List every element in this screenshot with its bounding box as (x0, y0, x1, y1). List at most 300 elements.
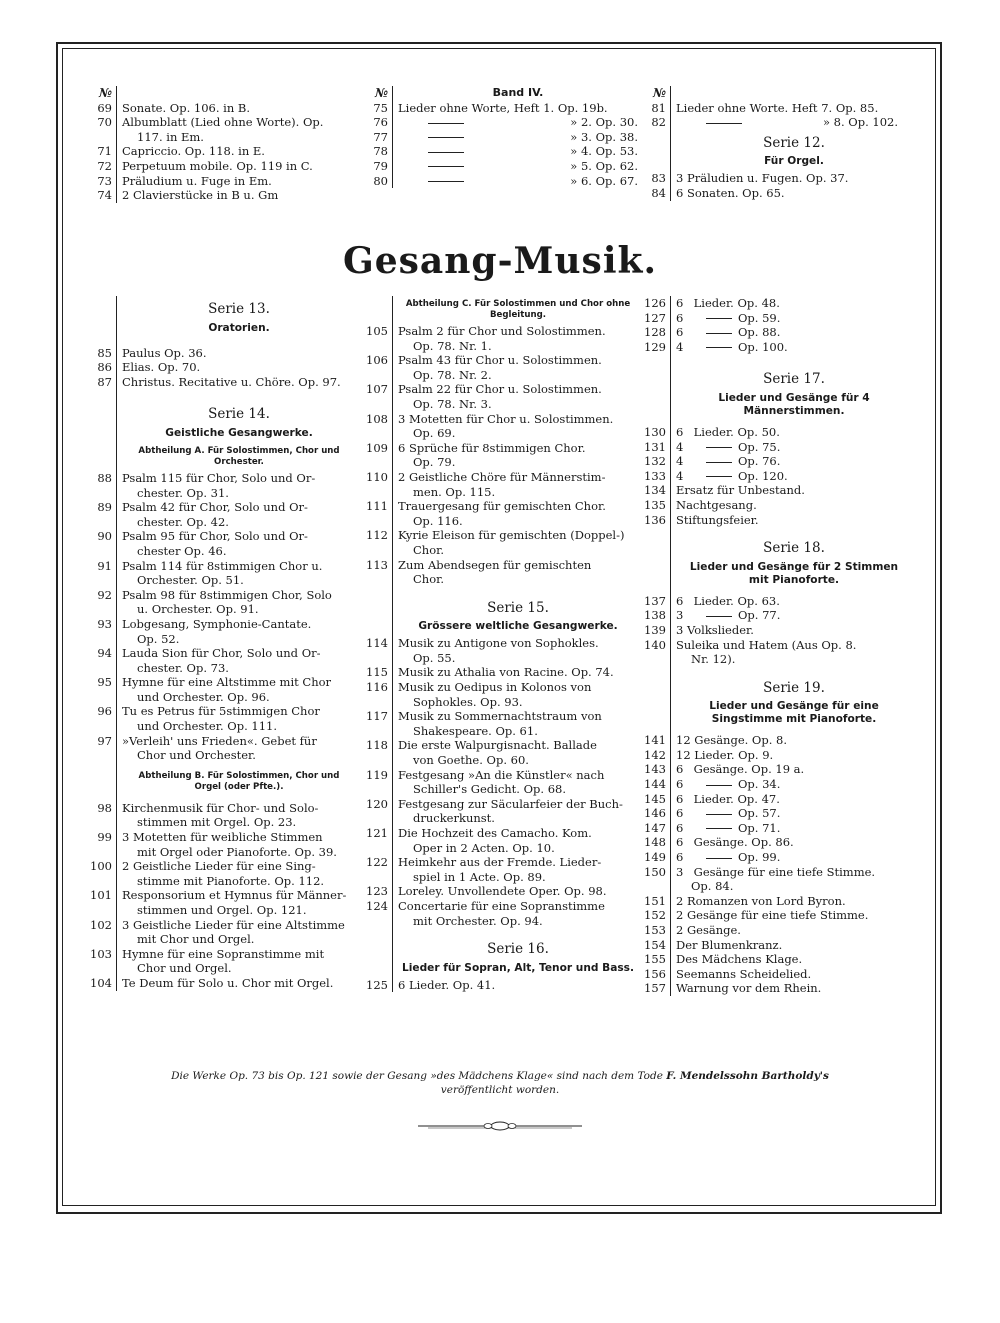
work-title: Te Deum für Solo u. Chor mit Orgel. (122, 975, 334, 990)
work-title: Stiftungsfeier. (676, 512, 759, 527)
work-title: Responsorium et Hymnus für Männer- (122, 888, 347, 903)
serie-19-title: Serie 19. (763, 679, 825, 696)
work-number (82, 748, 117, 763)
song-count: 6 (676, 806, 684, 821)
list-item (82, 515, 356, 530)
work-number: 128 (636, 325, 671, 340)
song-count: 6 (676, 310, 684, 325)
work-title: Concertarie für eine Sopranstimme (398, 898, 605, 913)
list-item (636, 967, 912, 982)
work-number: 135 (636, 498, 671, 513)
song-count: 12 (676, 747, 691, 762)
song-count: 6 (676, 777, 684, 792)
list-item (358, 115, 638, 130)
work-title: Psalm 42 für Chor, Solo und Or- (122, 500, 308, 515)
work-number: 77 (358, 130, 393, 145)
list-item (358, 353, 638, 368)
work-number: 98 (82, 801, 117, 816)
work-title: Seemanns Scheidelied. (676, 966, 812, 981)
work-title: Perpetuum mobile. Op. 119 in C. (122, 158, 313, 173)
list-item (358, 797, 638, 812)
work-title-text: Op. 76. (738, 454, 781, 469)
list-item (636, 777, 912, 792)
work-number: 105 (358, 324, 393, 339)
work-number: 81 (636, 101, 671, 116)
work-number (358, 724, 393, 739)
work-title: stimmen mit Orgel. Op. 23. (137, 815, 297, 830)
work-title: Op. 55. (413, 650, 456, 665)
work-number (82, 845, 117, 860)
list-item (358, 665, 638, 680)
list-item (358, 811, 638, 826)
work-title (671, 777, 912, 792)
work-number: 70 (82, 115, 117, 130)
composer-name: F. Mendelssohn Bartholdy's (666, 1070, 829, 1082)
list-item (358, 397, 638, 412)
work-number: 146 (636, 806, 671, 821)
list-item (636, 311, 912, 326)
work-number (82, 602, 117, 617)
work-number: 114 (358, 636, 393, 651)
list-item (636, 498, 912, 513)
list-item (82, 573, 356, 588)
list-item (358, 426, 638, 441)
work-number: 157 (636, 981, 671, 996)
work-title-text: Lieder. Op. 48. (690, 296, 780, 310)
work-title: 2 Geistliche Chöre für Männerstim- (398, 469, 606, 484)
work-number: 144 (636, 777, 671, 792)
list-item (358, 514, 638, 529)
work-number: 149 (636, 850, 671, 865)
work-number: 116 (358, 680, 393, 695)
work-title: Chor. (413, 542, 445, 557)
work-number: 126 (636, 296, 671, 311)
list-item (636, 879, 912, 894)
work-number: 103 (82, 947, 117, 962)
work-number (82, 486, 117, 501)
list-item (636, 325, 912, 340)
ditto-dash (706, 123, 742, 124)
song-count: 6 (676, 835, 684, 850)
work-number: 88 (82, 471, 117, 486)
song-count: 6 (676, 296, 684, 310)
work-number: 111 (358, 499, 393, 514)
ditto-dash (706, 616, 732, 617)
work-number (358, 426, 393, 441)
work-title: Albumblatt (Lied ohne Worte). Op. (122, 115, 324, 130)
work-title (393, 130, 638, 145)
work-title: Op. 79. (413, 455, 456, 470)
list-item (82, 602, 356, 617)
song-count: 3 (676, 608, 684, 623)
list-item (358, 680, 638, 695)
work-title: 2 Gesänge für eine tiefe Stimme. (676, 908, 869, 923)
work-title: 117. in Em. (137, 129, 204, 144)
list-item (636, 483, 912, 498)
song-count: 4 (676, 439, 684, 454)
work-number: 120 (358, 797, 393, 812)
list-item (358, 855, 638, 870)
work-number: 133 (636, 469, 671, 484)
work-title: Hymne für eine Sopranstimme mit (122, 946, 325, 961)
top-column-2 (358, 86, 638, 188)
list-item (636, 171, 912, 186)
list-item (636, 454, 912, 469)
work-title: Op. 78. Nr. 1. (413, 338, 492, 353)
list-item (636, 938, 912, 953)
work-number: 136 (636, 513, 671, 528)
song-count: 6 (676, 850, 684, 865)
work-title: 2 Geistliche Lieder für eine Sing- (122, 859, 316, 874)
work-title (671, 340, 912, 355)
work-title-text: Gesänge für eine tiefe Stimme. (690, 864, 876, 879)
list-item (82, 748, 356, 763)
work-title: 3 Motetten für weibliche Stimmen (122, 830, 323, 845)
list-item (636, 469, 912, 484)
ditto-dash (706, 476, 732, 477)
ditto-dash (706, 447, 732, 448)
list-item (358, 841, 638, 856)
work-title: Lobgesang, Symphonie-Cantate. (122, 616, 312, 631)
list-item (636, 908, 912, 923)
work-number: 150 (636, 865, 671, 880)
middle-column (358, 296, 638, 992)
work-title (671, 792, 912, 807)
work-title: Festgesang »An die Künstler« nach (398, 767, 605, 782)
work-title: und Orchester. Op. 96. (137, 689, 270, 704)
work-title: Op. 52. (137, 631, 180, 646)
serie-18-heading: Lieder und Gesänge für 2 Stimmen mit Pianoforte. (689, 560, 899, 586)
work-title: Paulus Op. 36. (122, 345, 207, 360)
work-title: 2 Clavierstücke in B u. Gm (122, 188, 279, 203)
work-number (82, 515, 117, 530)
work-number: 108 (358, 412, 393, 427)
work-number: 78 (358, 144, 393, 159)
work-title-text: Op. 88. (738, 325, 781, 340)
list-item (82, 559, 356, 574)
list-item (358, 470, 638, 485)
list-item (358, 636, 638, 651)
work-number: 100 (82, 859, 117, 874)
list-item (82, 346, 356, 361)
list-item (82, 976, 356, 991)
work-number: 118 (358, 738, 393, 753)
work-title (671, 325, 912, 340)
song-count: 6 (676, 325, 684, 340)
song-count: 6 (676, 820, 684, 835)
list-item (636, 981, 912, 996)
list-item (82, 646, 356, 661)
serie-19-heading: Lieder und Gesänge für eine Singstimme mit Pianoforte. (709, 700, 879, 726)
list-item (82, 815, 356, 830)
ditto-dash (706, 333, 732, 334)
list-item (82, 471, 356, 486)
list-item (358, 130, 638, 145)
work-title: Heimkehr aus der Fremde. Lieder- (398, 855, 602, 870)
list-item (636, 638, 912, 653)
work-title: mit Chor und Orgel. (137, 932, 255, 947)
work-number: 110 (358, 470, 393, 485)
work-number (636, 652, 671, 667)
band-title: Band IV. (492, 86, 544, 99)
number-header: № (358, 86, 393, 101)
serie-12-title: Serie 12. (763, 134, 825, 151)
work-title: u. Orchester. Op. 91. (137, 602, 259, 617)
work-number: 132 (636, 454, 671, 469)
list-item (358, 884, 638, 899)
list-item (82, 661, 356, 676)
work-title (671, 850, 912, 865)
ditto-dash (428, 152, 464, 153)
list-item (636, 894, 912, 909)
list-item (82, 588, 356, 603)
work-number (82, 815, 117, 830)
work-title-text: » 5. Op. 62. (570, 158, 638, 173)
serie-15-title: Serie 15. (487, 599, 549, 616)
work-title: 2 Romanzen von Lord Byron. (676, 893, 846, 908)
ditto-dash (428, 137, 464, 138)
work-title (671, 115, 912, 130)
work-number (358, 753, 393, 768)
work-title: »Verleih' uns Frieden«. Gebet für (122, 733, 317, 748)
work-number: 130 (636, 425, 671, 440)
list-item (82, 845, 356, 860)
abtheilung-b-heading: Abtheilung B. Für Solostimmen, Chor und Orgel (oder Pfte.). (138, 770, 340, 792)
work-number (358, 514, 393, 529)
list-item (82, 719, 356, 734)
serie-16-heading: Lieder für Sopran, Alt, Tenor und Bass. (402, 961, 634, 974)
song-count: 4 (676, 454, 684, 469)
work-number: 80 (358, 174, 393, 189)
list-item (82, 903, 356, 918)
list-item (358, 558, 638, 573)
ditto-dash (428, 181, 464, 182)
work-number: 73 (82, 174, 117, 189)
list-item (358, 528, 638, 543)
serie-16-title: Serie 16. (487, 941, 549, 958)
footnote-line-2: veröffentlicht worden. (440, 1084, 560, 1096)
song-count: 6 (676, 424, 684, 439)
number-header: № (636, 86, 671, 101)
work-title-text: Op. 57. (738, 806, 781, 821)
list-item (358, 782, 638, 797)
list-item (636, 821, 912, 836)
work-number: 145 (636, 792, 671, 807)
list-item (82, 918, 356, 933)
work-title: Chor und Orgel. (137, 961, 232, 976)
list-item (358, 738, 638, 753)
work-title: Musik zu Oedipus in Kolonos von (398, 680, 592, 695)
work-number: 91 (82, 559, 117, 574)
list-item (82, 375, 356, 390)
work-number: 142 (636, 748, 671, 763)
song-count: 6 (676, 791, 684, 806)
list-item (636, 340, 912, 355)
work-number: 96 (82, 704, 117, 719)
serie-15-heading: Grössere weltliche Gesangwerke. (418, 620, 618, 633)
work-title: Oper in 2 Acten. Op. 10. (413, 840, 555, 855)
work-number: 87 (82, 375, 117, 390)
work-title (393, 174, 638, 189)
work-number: 119 (358, 768, 393, 783)
work-number: 69 (82, 101, 117, 116)
work-title: Präludium u. Fuge in Em. (122, 173, 272, 188)
work-title: Ersatz für Unbestand. (676, 483, 805, 498)
work-title: 2 Gesänge. (676, 923, 741, 937)
ditto-dash (706, 785, 732, 786)
work-number (358, 651, 393, 666)
work-title: Lieder ohne Worte, Heft 1. Op. 19b. (398, 100, 608, 115)
work-title (671, 296, 912, 311)
list-item (82, 544, 356, 559)
work-title: Psalm 95 für Chor, Solo und Or- (122, 529, 308, 544)
work-title: Musik zu Athalia von Racine. Op. 74. (398, 665, 614, 680)
work-title: Zum Abendsegen für gemischten (398, 557, 592, 572)
work-title: Suleika und Hatem (Aus Op. 8. (676, 637, 857, 652)
list-item (636, 115, 912, 130)
list-item (358, 914, 638, 929)
work-number: 131 (636, 440, 671, 455)
list-item (82, 704, 356, 719)
list-item (636, 792, 912, 807)
ditto-dash (706, 858, 732, 859)
work-title-text: Op. 77. (738, 608, 781, 623)
work-title: men. Op. 115. (413, 484, 496, 499)
work-number: 95 (82, 675, 117, 690)
work-title (671, 440, 912, 455)
work-title: chester Op. 46. (137, 543, 227, 558)
work-number: 127 (636, 311, 671, 326)
work-number: 102 (82, 918, 117, 933)
list-item (358, 324, 638, 339)
list-item (82, 486, 356, 501)
work-number (82, 544, 117, 559)
list-item (358, 572, 638, 587)
work-title-text: Op. 71. (738, 820, 781, 835)
list-item (358, 826, 638, 841)
list-item (358, 455, 638, 470)
work-title-text: Lieder. Op. 47. (690, 791, 780, 806)
work-title (671, 748, 912, 763)
list-item (82, 690, 356, 705)
work-title: 3 Geistliche Lieder für eine Altstimme (122, 917, 345, 932)
work-number: 113 (358, 558, 393, 573)
work-number: 123 (358, 884, 393, 899)
list-item (636, 806, 912, 821)
song-count: 6 (676, 593, 684, 608)
work-number: 85 (82, 346, 117, 361)
list-item (636, 440, 912, 455)
list-item (358, 412, 638, 427)
work-title (671, 733, 912, 748)
work-title: Psalm 2 für Chor und Solostimmen. (398, 324, 606, 338)
work-title (671, 806, 912, 821)
song-count: 4 (676, 468, 684, 483)
work-number: 115 (358, 665, 393, 680)
list-item (82, 174, 360, 189)
work-number (358, 914, 393, 929)
work-number: 134 (636, 483, 671, 498)
list-item (82, 617, 356, 632)
work-title: stimmen und Orgel. Op. 121. (137, 903, 307, 917)
list-item (82, 144, 360, 159)
work-title: mit Orchester. Op. 94. (413, 913, 543, 928)
work-title (671, 425, 912, 440)
ditto-dash (428, 166, 464, 167)
work-number (82, 961, 117, 976)
work-title: spiel in 1 Acte. Op. 89. (413, 869, 546, 884)
work-title: Psalm 114 für 8stimmigen Chor u. (122, 558, 323, 573)
footnote (100, 1069, 900, 1097)
work-title: Orchester. Op. 51. (137, 573, 244, 588)
work-number: 86 (82, 360, 117, 375)
work-title: Festgesang zur Säcularfeier der Buch- (398, 796, 623, 811)
serie-17-heading: Lieder und Gesänge für 4 Männerstimmen. (718, 391, 870, 417)
work-number: 82 (636, 115, 671, 130)
work-number (358, 782, 393, 797)
work-title-text: » 6. Op. 67. (570, 173, 638, 188)
work-number: 83 (636, 171, 671, 186)
work-number (82, 573, 117, 588)
work-number: 151 (636, 894, 671, 909)
work-title: Die erste Walpurgisnacht. Ballade (398, 738, 597, 753)
work-title: Op. 69. (413, 426, 456, 441)
work-number: 148 (636, 835, 671, 850)
work-number (82, 874, 117, 889)
work-title: Elias. Op. 70. (122, 360, 201, 375)
list-item (636, 186, 912, 201)
work-title-text: Gesänge. Op. 19 a. (690, 762, 805, 777)
list-item (82, 961, 356, 976)
list-item (636, 101, 912, 116)
work-title: von Goethe. Op. 60. (413, 753, 529, 768)
work-number (358, 339, 393, 354)
work-title: Kirchenmusik für Chor- und Solo- (122, 800, 319, 815)
work-title: 3 Präludien u. Fugen. Op. 37. (676, 171, 849, 186)
list-item (636, 652, 912, 667)
work-number (358, 695, 393, 710)
list-item (82, 932, 356, 947)
work-title: Hymne für eine Altstimme mit Chor (122, 675, 332, 690)
work-number: 71 (82, 144, 117, 159)
work-number: 121 (358, 826, 393, 841)
list-item (636, 850, 912, 865)
list-item (636, 923, 912, 938)
work-number (82, 690, 117, 705)
list-item (82, 830, 356, 845)
work-title-text: » 2. Op. 30. (570, 115, 638, 130)
list-item (358, 499, 638, 514)
work-number (82, 632, 117, 647)
work-title-text: Op. 120. (738, 468, 788, 483)
work-number: 138 (636, 608, 671, 623)
work-title-text: » 8. Op. 102. (822, 115, 898, 130)
work-number: 109 (358, 441, 393, 456)
ditto-dash (706, 814, 732, 815)
work-title: mit Orgel oder Pianoforte. Op. 39. (137, 844, 337, 859)
work-title: Op. 78. Nr. 2. (413, 367, 492, 382)
serie-14-heading: Geistliche Gesangwerke. (165, 426, 313, 439)
work-title: chester. Op. 31. (137, 485, 229, 500)
work-number: 93 (82, 617, 117, 632)
work-title-text: Op. 100. (738, 339, 788, 354)
work-title (671, 311, 912, 326)
abtheilung-a-heading: Abtheilung A. Für Solostimmen, Chor und Orchester. (138, 445, 340, 467)
list-item (82, 188, 360, 203)
work-title: Nr. 12). (691, 652, 736, 667)
ditto-dash (706, 828, 732, 829)
work-title: Psalm 115 für Chor, Solo und Or- (122, 470, 316, 485)
